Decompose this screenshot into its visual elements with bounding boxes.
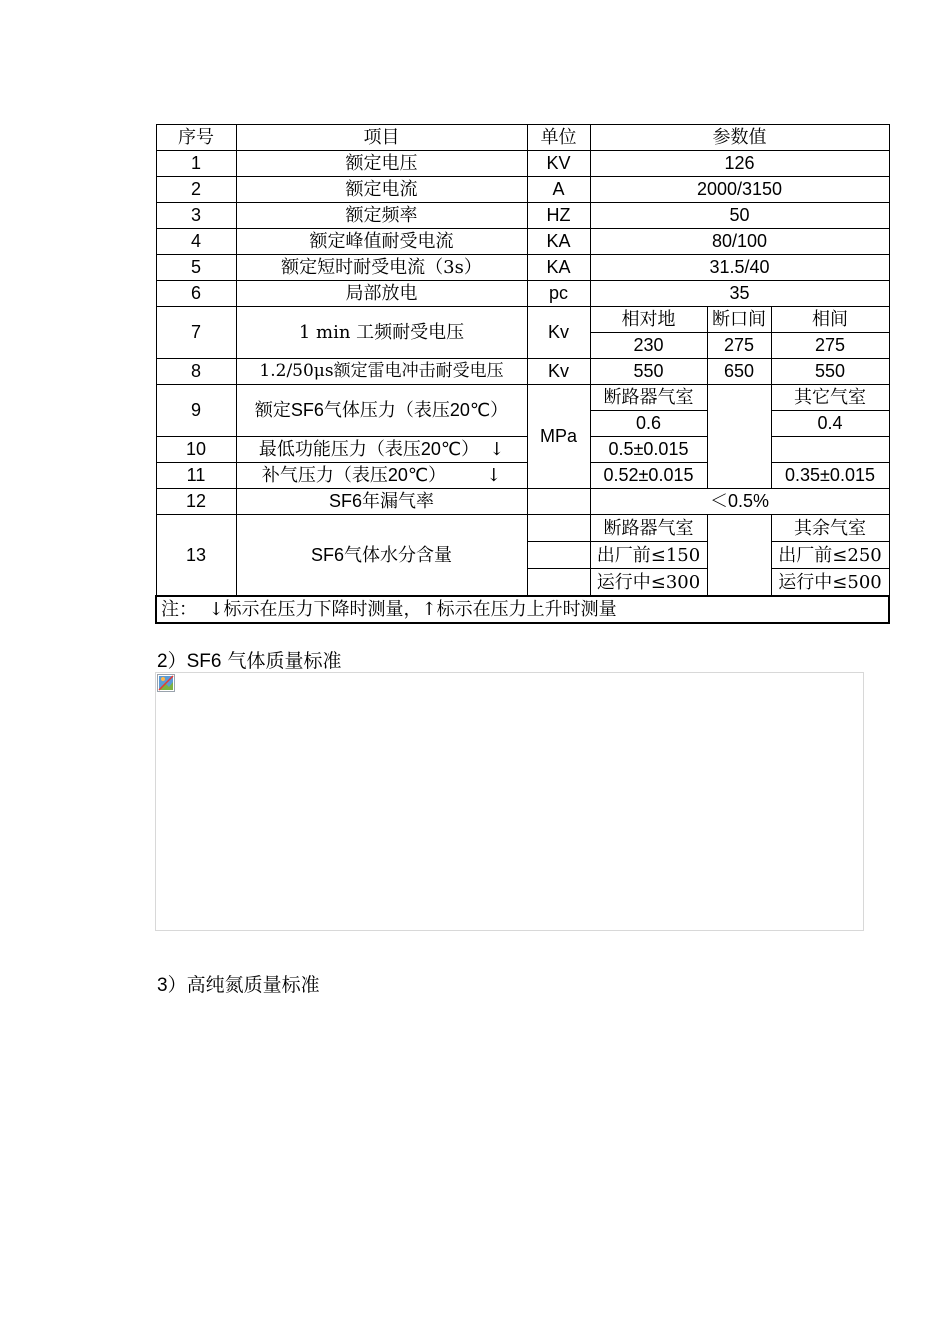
row-value: 230 <box>590 333 707 359</box>
row-item: 额定峰值耐受电流 <box>236 229 527 255</box>
row-value: 50 <box>590 203 889 229</box>
subheader-phase-to-ground: 相对地 <box>590 307 707 333</box>
item-text: ） <box>461 439 480 460</box>
row-unit: HZ <box>527 203 590 229</box>
table-note: 注： ↓标示在压力下降时测量，↑标示在压力上升时测量 <box>156 596 889 623</box>
row-unit: A <box>527 177 590 203</box>
item-text: 20℃ <box>449 400 491 420</box>
row-no: 5 <box>156 255 236 281</box>
subheader-across-break: 断口间 <box>707 307 771 333</box>
empty-cell <box>771 437 889 463</box>
row-item: 额定短时耐受电流（3s） <box>236 255 527 281</box>
table-row <box>156 281 889 307</box>
table-row <box>156 515 889 542</box>
table-row <box>156 359 889 385</box>
parameter-table <box>155 124 890 624</box>
row-unit: KV <box>527 151 590 177</box>
row-item: 额定频率 <box>236 203 527 229</box>
row-item: 1.2/50μs额定雷电冲击耐受电压 <box>236 359 527 385</box>
row-value: 275 <box>707 333 771 359</box>
empty-cell <box>527 569 590 597</box>
section-text: 气体质量标准 <box>221 650 342 672</box>
row-item <box>236 515 527 597</box>
row-no: 4 <box>156 229 236 255</box>
row-no: 7 <box>156 307 236 359</box>
arrow-down-icon: ↓ <box>489 439 505 460</box>
subheader-breaker-chamber: 断路器气室 <box>590 385 707 411</box>
table-row <box>156 177 889 203</box>
row-value: 80/100 <box>590 229 889 255</box>
row-unit: Kv <box>527 307 590 359</box>
item-text: 气体压力（表压 <box>323 400 450 421</box>
item-text: 年漏气率 <box>362 491 434 512</box>
row-no: 13 <box>156 515 236 597</box>
row-unit: pc <box>527 281 590 307</box>
table-row <box>156 307 889 333</box>
leak-rate-value: 0.5% <box>727 491 770 511</box>
item-text: SF6 <box>328 491 362 511</box>
row-item <box>236 489 527 515</box>
row-item: 额定电流 <box>236 177 527 203</box>
item-text: 20℃ <box>387 465 429 485</box>
item-text: 20℃ <box>420 439 462 459</box>
row-value: 650 <box>707 359 771 385</box>
row-unit: KA <box>527 229 590 255</box>
image-placeholder <box>155 672 864 931</box>
item-text: ） <box>490 400 509 421</box>
subheader-phase-to-phase: 相间 <box>771 307 889 333</box>
table-row <box>156 489 889 515</box>
subheader-other-chamber: 其它气室 <box>771 385 889 411</box>
row-no: 3 <box>156 203 236 229</box>
arrow-down-icon: ↓ <box>486 465 502 486</box>
row-item: 局部放电 <box>236 281 527 307</box>
row-value: 运行中≤500 <box>771 569 889 597</box>
row-no: 12 <box>156 489 236 515</box>
item-text: ） <box>428 465 447 486</box>
row-unit-pressure: MPa <box>527 385 590 489</box>
row-unit: Kv <box>527 359 590 385</box>
row-value <box>590 489 889 515</box>
section-number: 2） <box>157 651 187 672</box>
item-text: 气体水分含量 <box>344 544 452 566</box>
row-value: 2000/3150 <box>590 177 889 203</box>
section-text: 高纯氮质量标准 <box>186 974 320 996</box>
section-number: 3） <box>157 975 187 996</box>
row-item: 1 min 工频耐受电压 <box>236 307 527 359</box>
table-row <box>156 255 889 281</box>
table-row <box>156 385 889 411</box>
item-text: SF6 <box>290 400 324 420</box>
table-row <box>156 151 889 177</box>
row-unit: KA <box>527 255 590 281</box>
subheader-breaker-chamber: 断路器气室 <box>590 515 707 542</box>
row-value: 0.35±0.015 <box>771 463 889 489</box>
row-value: 31.5/40 <box>590 255 889 281</box>
row-item <box>236 437 527 463</box>
row-no: 6 <box>156 281 236 307</box>
row-item <box>236 463 527 489</box>
row-value: 出厂前≤250 <box>771 542 889 569</box>
table-row <box>156 229 889 255</box>
header-no: 序号 <box>156 125 236 151</box>
row-no: 10 <box>156 437 236 463</box>
table-row <box>156 203 889 229</box>
header-item: 项目 <box>236 125 527 151</box>
row-item <box>236 385 527 437</box>
row-no: 11 <box>156 463 236 489</box>
row-no: 8 <box>156 359 236 385</box>
row-value: 0.52±0.015 <box>590 463 707 489</box>
header-unit: 单位 <box>527 125 590 151</box>
row-value: 出厂前≤150 <box>590 542 707 569</box>
table-row <box>156 437 889 463</box>
item-text: 最低功能压力（表压 <box>258 439 421 460</box>
empty-cell <box>527 489 590 515</box>
empty-cell <box>527 542 590 569</box>
empty-cell <box>707 385 771 489</box>
row-value: 35 <box>590 281 889 307</box>
item-text: 补气压力（表压 <box>261 465 388 486</box>
table-row <box>156 463 889 489</box>
table-note-row <box>156 596 889 623</box>
row-no: 9 <box>156 385 236 437</box>
broken-image-icon <box>157 674 175 692</box>
row-no: 1 <box>156 151 236 177</box>
empty-cell <box>707 515 771 597</box>
row-value: 275 <box>771 333 889 359</box>
row-value: 550 <box>590 359 707 385</box>
item-text: SF6 <box>310 544 344 565</box>
row-no: 2 <box>156 177 236 203</box>
subheader-remaining-chambers: 其余气室 <box>771 515 889 542</box>
header-value: 参数值 <box>590 125 889 151</box>
row-value: 126 <box>590 151 889 177</box>
section-heading-sf6-quality <box>157 646 341 673</box>
row-value: 0.4 <box>771 411 889 437</box>
row-item: 额定电压 <box>236 151 527 177</box>
empty-cell <box>527 515 590 542</box>
row-value: 550 <box>771 359 889 385</box>
table-header-row <box>156 125 889 151</box>
row-value: 0.5±0.015 <box>590 437 707 463</box>
section-heading-nitrogen-quality <box>157 970 320 997</box>
item-text: 额定 <box>254 400 291 421</box>
less-than-symbol: ＜ <box>709 491 728 512</box>
row-value: 运行中≤300 <box>590 569 707 597</box>
section-text: SF6 <box>186 651 222 672</box>
row-value: 0.6 <box>590 411 707 437</box>
